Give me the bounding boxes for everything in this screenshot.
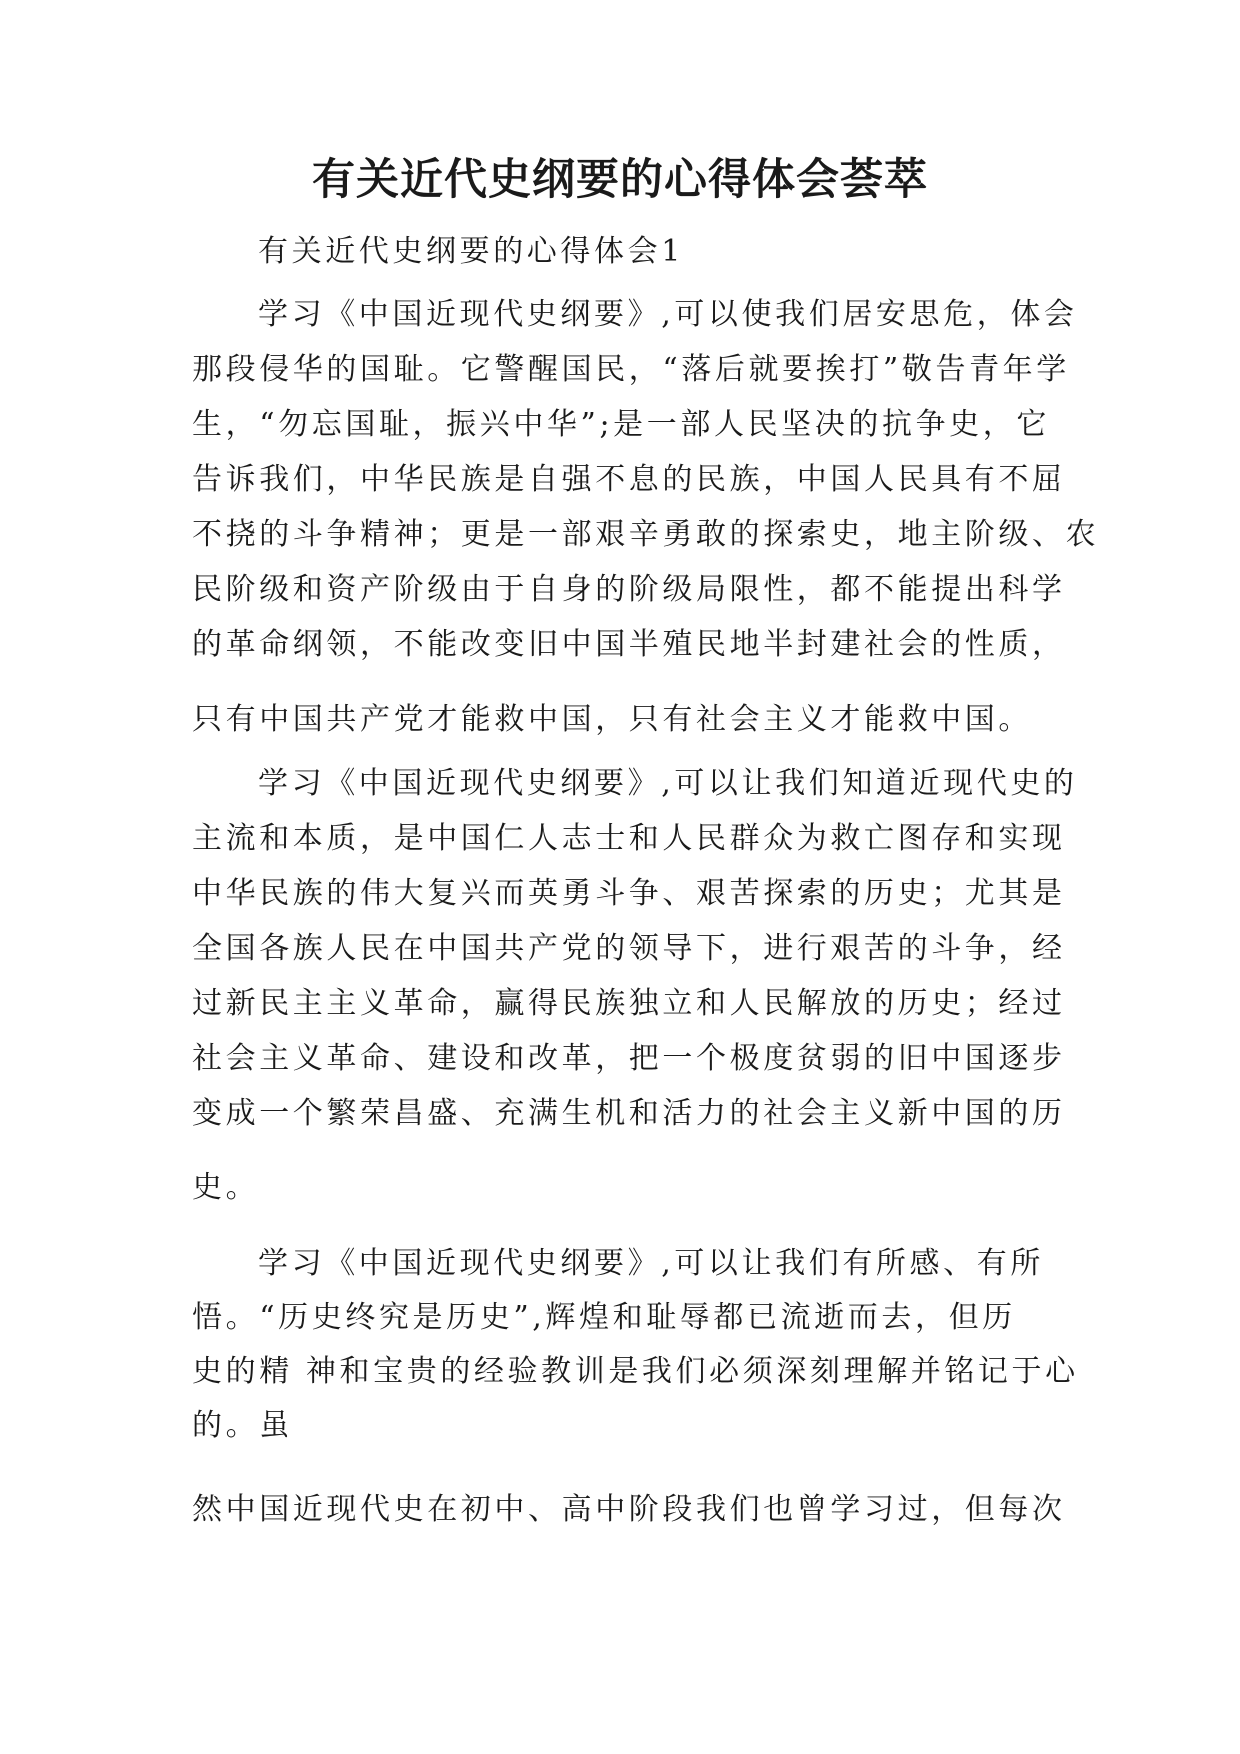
paragraph-line: 学习《中国近现代史纲要》,可以使我们居安思危，体会 — [258, 297, 1078, 332]
paragraph-line: 的。虽 — [192, 1408, 293, 1443]
paragraph-line: 史的精 神和宝贵的经验教训是我们必须深刻理解并铭记于心 — [192, 1354, 1079, 1389]
paragraph-line: 学习《中国近现代史纲要》,可以让我们有所感、有所 — [258, 1246, 1044, 1281]
paragraph-line: 过新民主主义革命，赢得民族独立和人民解放的历史；经过 — [192, 986, 1066, 1021]
paragraph-line: 中华民族的伟大复兴而英勇斗争、艰苦探索的历史；尤其是 — [192, 876, 1066, 911]
paragraph-line: 告诉我们，中华民族是自强不息的民族，中国人民具有不屈 — [192, 462, 1066, 497]
paragraph-line: 变成一个繁荣昌盛、充满生机和活力的社会主义新中国的历 — [192, 1096, 1066, 1131]
paragraph-line: 那段侵华的国耻。它警醒国民，“落后就要挨打”敬告青年学 — [192, 352, 1070, 387]
paragraph-line: 只有中国共产党才能救中国，只有社会主义才能救中国。 — [192, 702, 1032, 737]
subheading: 有关近代史纲要的心得体会1 — [258, 234, 684, 269]
paragraph-line: 社会主义革命、建设和改革，把一个极度贫弱的旧中国逐步 — [192, 1041, 1066, 1076]
paragraph-line: 的革命纲领，不能改变旧中国半殖民地半封建社会的性质， — [192, 627, 1066, 662]
paragraph-line: 民阶级和资产阶级由于自身的阶级局限性，都不能提出科学 — [192, 572, 1066, 607]
paragraph-line: 不挠的斗争精神；更是一部艰辛勇敢的探索史，地主阶级、农 — [192, 517, 1100, 552]
paragraph-line: 学习《中国近现代史纲要》,可以让我们知道近现代史的 — [258, 766, 1078, 801]
paragraph-line: 全国各族人民在中国共产党的领导下，进行艰苦的斗争，经 — [192, 931, 1066, 966]
paragraph-line: 主流和本质，是中国仁人志士和人民群众为救亡图存和实现 — [192, 821, 1066, 856]
paragraph-line: 史。 — [192, 1170, 260, 1205]
page-title: 有关近代史纲要的心得体会荟萃 — [312, 155, 928, 205]
paragraph-line: 然中国近现代史在初中、高中阶段我们也曾学习过，但每次 — [192, 1492, 1066, 1527]
paragraph-line: 生，“勿忘国耻，振兴中华”;是一部人民坚决的抗争史，它 — [192, 407, 1050, 442]
paragraph-line: 悟。“历史终究是历史”,辉煌和耻辱都已流逝而去，但历 — [192, 1300, 1016, 1335]
